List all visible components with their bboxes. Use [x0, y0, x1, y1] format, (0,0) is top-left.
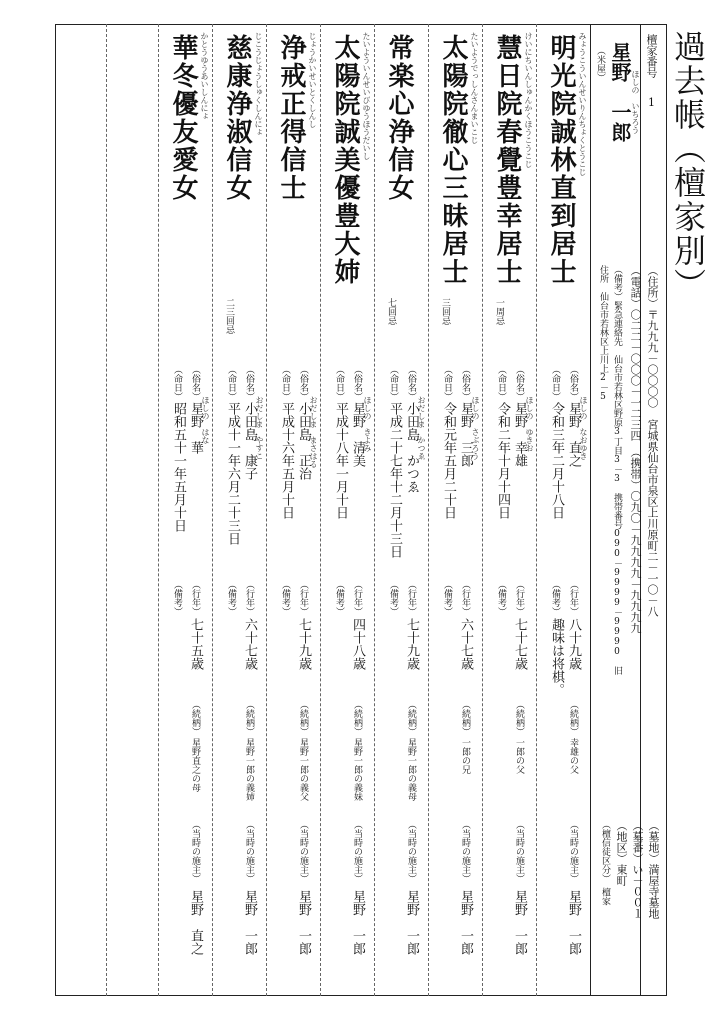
kaimyo: 太陽院徹心三昧居士 — [438, 34, 468, 286]
zokumyo-label: （俗名） — [514, 365, 524, 401]
column-divider — [266, 24, 267, 996]
column-divider — [536, 24, 537, 996]
age-label: （行年） — [406, 580, 416, 616]
age: 六十七歳 — [242, 618, 257, 670]
zokumyo-ruby: おだしま かつゑ — [417, 396, 426, 460]
old-address: 住所 仙台市若林区上川上2－5 — [598, 265, 608, 402]
zokumyo: 星野 直之 — [566, 402, 581, 467]
age: 七十五歳 — [188, 618, 203, 670]
date-label: （命日） — [226, 365, 236, 401]
zokumyo-ruby: ほしの なおゆき — [579, 396, 588, 460]
note-label: （備考） — [550, 580, 560, 616]
age-label: （行年） — [352, 580, 362, 616]
kaimyo-ruby: けいにちいんしゅんかくほうこうこじ — [524, 32, 533, 168]
relation: 一郎の父 — [514, 738, 524, 774]
grave-number: （墓番）い－００１ — [631, 820, 644, 919]
date-label: （命日） — [172, 365, 182, 401]
death-date: 令和二年十月十四日 — [495, 402, 510, 519]
date-label: （命日） — [550, 365, 560, 401]
zokumyo: 小田島 正治 — [296, 402, 311, 480]
seshu-label: （当時の施主） — [244, 820, 254, 883]
column-divider — [106, 24, 107, 996]
zokumyo-label: （俗名） — [298, 365, 308, 401]
danka-number-label: 檀家番号 — [645, 34, 658, 78]
kaimyo-ruby: たいよういんせいびゆうほうだいし — [362, 32, 371, 160]
seshu: 星野 一郎 — [350, 890, 365, 955]
seshu-label: （当時の施主） — [568, 820, 578, 883]
district: （地区）東町 — [615, 820, 628, 886]
age-label: （行年） — [514, 580, 524, 616]
seshu: 星野 直之 — [188, 890, 203, 955]
age: 四十八歳 — [350, 618, 365, 670]
grave-site: （墓地）満屋寺墓地 — [647, 820, 660, 919]
member-category: （檀信徒区分） 檀家 — [600, 820, 610, 906]
kaimyo-ruby: じょうかいせいとくしんし — [308, 32, 317, 128]
kaimyo: 華冬優友愛女 — [168, 34, 198, 202]
zokumyo: 星野 幸雄 — [512, 402, 527, 467]
date-label: （命日） — [388, 365, 398, 401]
relation: 星野一郎の義姉 — [244, 738, 254, 801]
column-divider — [320, 24, 321, 996]
death-date: 平成十一年六月二十三日 — [225, 402, 240, 545]
age: 七十九歳 — [296, 618, 311, 670]
kaimyo: 慈康浄淑信女 — [222, 34, 252, 202]
seshu: 星野 一郎 — [404, 890, 419, 955]
seshu-label: （当時の施主） — [514, 820, 524, 883]
zokumyo-label: （俗名） — [568, 365, 578, 401]
owner-phone: （電話）〇二二－〇〇〇－一二三四 （携帯）〇九〇－九九九九－九九九九 — [629, 265, 642, 634]
age-label: （行年） — [298, 580, 308, 616]
relation-label: （続柄） — [568, 700, 578, 736]
note-label: （備考） — [334, 580, 344, 616]
zokumyo-label: （俗名） — [352, 365, 362, 401]
seshu-label: （当時の施主） — [406, 820, 416, 883]
relation: 星野一郎の義妹 — [352, 738, 362, 801]
zokumyo-label: （俗名） — [406, 365, 416, 401]
death-date: 平成二十七年十二月十三日 — [387, 402, 402, 558]
note-label: （備考） — [496, 580, 506, 616]
zokumyo: 星野 三郎 — [458, 402, 473, 467]
kaimyo: 慧日院春覺豊幸居士 — [492, 34, 522, 286]
seshu: 星野 一郎 — [512, 890, 527, 955]
seshu-label: （当時の施主） — [460, 820, 470, 883]
column-divider — [482, 24, 483, 996]
relation-label: （続柄） — [298, 700, 308, 736]
age: 八十九歳 — [566, 618, 581, 670]
note-label: （備考） — [442, 580, 452, 616]
note-label: （備考） — [226, 580, 236, 616]
seshu-label: （当時の施主） — [190, 820, 200, 883]
relation-label: （続柄） — [460, 700, 470, 736]
note: 趣味は将棋。 — [549, 618, 564, 696]
memorial-label: 一周忌 — [494, 298, 504, 325]
relation-label: （続柄） — [514, 700, 524, 736]
age: 六十七歳 — [458, 618, 473, 670]
relation: 幸雄の父 — [568, 738, 578, 774]
memorial-label: 二三回忌 — [224, 298, 234, 334]
death-date: 昭和五十一年五月十日 — [171, 402, 186, 532]
owner-name-ruby: ほしの いちろう — [631, 70, 640, 134]
age: 七十九歳 — [404, 618, 419, 670]
zokumyo: 小田島 康子 — [242, 402, 257, 480]
relation: 星野直之の母 — [190, 738, 200, 792]
seshu: 星野 一郎 — [458, 890, 473, 955]
zokumyo-label: （俗名） — [460, 365, 470, 401]
memorial-label: 三回忌 — [440, 298, 450, 325]
header-divider — [590, 24, 591, 996]
relation: 星野一郎の義母 — [406, 738, 416, 801]
page-title: 過去帳（檀家別） — [669, 30, 707, 302]
column-divider — [158, 24, 159, 996]
relation-label: （続柄） — [352, 700, 362, 736]
zokumyo: 星野 華 — [188, 402, 203, 454]
kaimyo-ruby: かとうゆうあいしんにょ — [200, 32, 209, 120]
column-divider — [212, 24, 213, 996]
kaimyo: 明光院誠林直到居士 — [546, 34, 576, 286]
death-date: 令和三年二月十八日 — [549, 402, 564, 519]
memorial-label: 七回忌 — [386, 298, 396, 325]
relation-label: （続柄） — [244, 700, 254, 736]
kaimyo: 常楽心浄信女 — [384, 34, 414, 202]
death-date: 平成十八年一月十日 — [333, 402, 348, 519]
age-label: （行年） — [568, 580, 578, 616]
age-label: （行年） — [244, 580, 254, 616]
zokumyo-ruby: おだしま まさはる — [309, 396, 318, 468]
kaimyo-ruby: じこうじょうしゅくしんにょ — [254, 32, 263, 136]
kaimyo: 浄戒正得信士 — [276, 34, 306, 202]
age-label: （行年） — [460, 580, 470, 616]
danka-number: 1 — [645, 96, 658, 109]
death-date: 令和元年五月二十日 — [441, 402, 456, 519]
note-label: （備考） — [388, 580, 398, 616]
column-divider — [428, 24, 429, 996]
date-label: （命日） — [280, 365, 290, 401]
relation-label: （続柄） — [190, 700, 200, 736]
kaimyo: 太陽院誠美優豊大姉 — [330, 34, 360, 286]
zokumyo-ruby: ほしの さぶろう — [471, 396, 480, 460]
zokumyo-label: （俗名） — [190, 365, 200, 401]
zokumyo: 小田島 かつゑ — [404, 402, 419, 493]
relation-label: （続柄） — [406, 700, 416, 736]
kaimyo-ruby: みょうこういんせいりんちょくとうこじ — [578, 32, 587, 176]
seshu: 星野 一郎 — [242, 890, 257, 955]
relation: 星野一郎の義父 — [298, 738, 308, 801]
death-date: 平成十六年五月十日 — [279, 402, 294, 519]
zokumyo-ruby: ほしの はな — [201, 396, 210, 444]
date-label: （命日） — [442, 365, 452, 401]
zokumyo-ruby: ほしの きよみ — [363, 396, 372, 452]
date-label: （命日） — [334, 365, 344, 401]
seshu: 星野 一郎 — [296, 890, 311, 955]
seshu-label: （当時の施主） — [352, 820, 362, 883]
zokumyo: 星野 清美 — [350, 402, 365, 467]
relation: 一郎の兄 — [460, 738, 470, 774]
seshu-label: （当時の施主） — [298, 820, 308, 883]
emergency-contact: （備考）緊急連絡先 仙台市若林区野原3丁目3－3 携帯番号090－9999－9990 旧 — [612, 265, 622, 675]
zokumyo-ruby: ほしの ゆきお — [525, 396, 534, 452]
kaimyo-ruby: たいようでっしんさんまいこじ — [470, 32, 479, 144]
owner-address: （住所）〒九九九－〇〇〇〇 宮城県仙台市泉区上川原町二－一〇－八 — [646, 265, 659, 617]
zokumyo-ruby: おだしま やすこ — [255, 396, 264, 460]
note-label: （備考） — [280, 580, 290, 616]
owner-yago: （米屋） — [595, 46, 605, 82]
note-label: （備考） — [172, 580, 182, 616]
zokumyo-label: （俗名） — [244, 365, 254, 401]
age-label: （行年） — [190, 580, 200, 616]
age: 七十七歳 — [512, 618, 527, 670]
seshu: 星野 一郎 — [566, 890, 581, 955]
column-divider — [374, 24, 375, 996]
owner-name: 星野 一郎 — [608, 42, 632, 142]
date-label: （命日） — [496, 365, 506, 401]
